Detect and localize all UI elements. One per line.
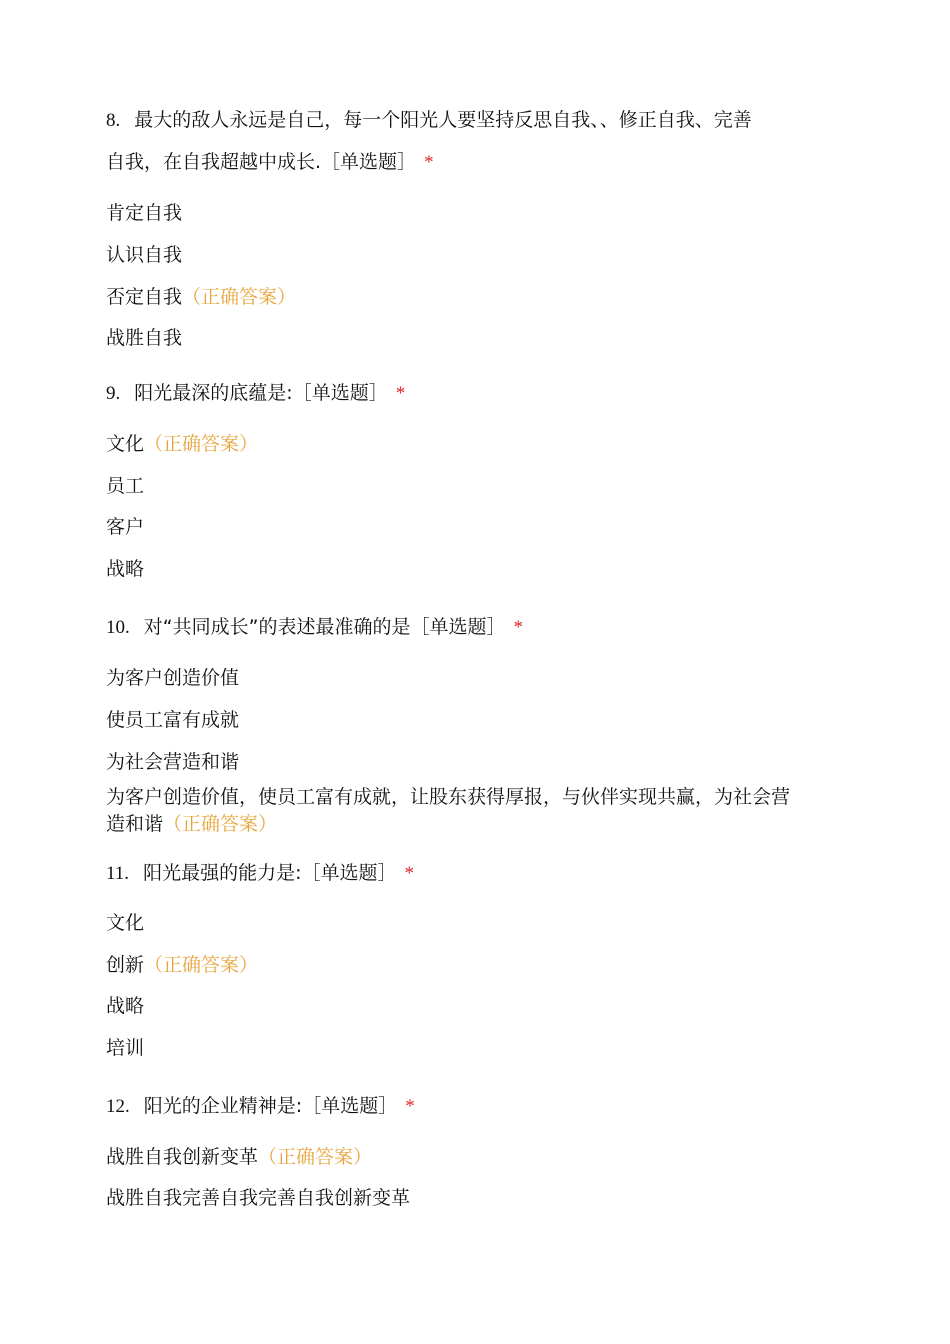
question-type: ［单选题］ [301,862,397,884]
option-item[interactable] [106,783,790,811]
option-label: 肯定自我 [106,202,183,224]
option-item[interactable] [106,430,258,458]
option-item-continued[interactable] [106,810,277,838]
option-item[interactable] [106,909,144,937]
option-item[interactable] [106,1184,410,1212]
question-text: 对“共同成长”的表述最准确的是 [143,616,411,638]
question-8-title-line2 [106,148,434,177]
option-label: 文化 [106,912,145,934]
question-number: 12. [106,1096,130,1117]
option-label: 为社会营造和谐 [106,751,240,773]
option-item[interactable] [106,1143,372,1171]
option-item[interactable] [106,555,144,583]
option-label: 为客户创造价值 [106,667,240,689]
question-8-title-line1 [106,106,752,135]
option-item[interactable] [106,199,182,227]
question-number: 10. [106,617,130,638]
option-item[interactable] [106,992,144,1020]
question-number: 11. [106,863,130,884]
question-text: 阳光最强的能力是: [143,862,302,884]
correct-answer-mark: （正确答案） [182,286,297,308]
option-item[interactable] [106,513,144,541]
correct-answer-mark: （正确答案） [163,813,278,835]
option-label: 造和谐 [106,813,164,835]
question-type: ［单选题］ [410,616,506,638]
correct-answer-mark: （正确答案） [144,433,259,455]
option-label: 战胜自我完善自我完善自我创新变革 [106,1187,411,1209]
option-label: 文化 [106,433,145,455]
option-label: 战胜自我 [106,327,183,349]
correct-answer-mark: （正确答案） [144,954,259,976]
option-label: 战略 [106,558,145,580]
option-label: 战胜自我创新变革 [106,1146,259,1168]
question-12-title [106,1092,415,1121]
option-item[interactable] [106,664,239,692]
question-number: 8. [106,110,121,131]
option-item[interactable] [106,748,239,776]
question-text: 最大的敌人永远是自己，每一个阳光人要坚持反思自我、、修正自我、完善 [134,109,752,131]
question-type: ［单选题］ [321,151,417,173]
required-mark: * [395,383,406,404]
question-text: 自我，在自我超越中成长. [106,151,322,173]
question-text: 阳光最深的底蕴是: [134,382,293,404]
option-item[interactable] [106,324,182,352]
question-type: ［单选题］ [292,382,388,404]
option-item[interactable] [106,951,258,979]
option-label: 认识自我 [106,244,183,266]
question-11-title [106,859,414,888]
option-item[interactable] [106,283,296,311]
option-item[interactable] [106,1034,144,1062]
option-label: 为客户创造价值，使员工富有成就，让股东获得厚报，与伙伴实现共赢，为社会营 [106,786,791,808]
option-label: 使员工富有成就 [106,709,240,731]
option-label: 客户 [106,516,145,538]
option-item[interactable] [106,472,144,500]
option-label: 创新 [106,954,145,976]
required-mark: * [424,152,434,173]
question-text: 阳光的企业精神是: [143,1095,303,1117]
question-type: ［单选题］ [302,1095,398,1117]
option-label: 否定自我 [106,286,183,308]
option-label: 战略 [106,995,145,1017]
question-10-title [106,613,523,642]
correct-answer-mark: （正确答案） [258,1146,373,1168]
option-item[interactable] [106,241,182,269]
question-number: 9. [106,383,121,404]
question-9-title [106,379,405,408]
required-mark: * [404,863,415,884]
option-label: 员工 [106,475,145,497]
required-mark: * [513,617,523,638]
option-item[interactable] [106,706,239,734]
option-label: 培训 [106,1037,145,1059]
required-mark: * [405,1096,415,1117]
